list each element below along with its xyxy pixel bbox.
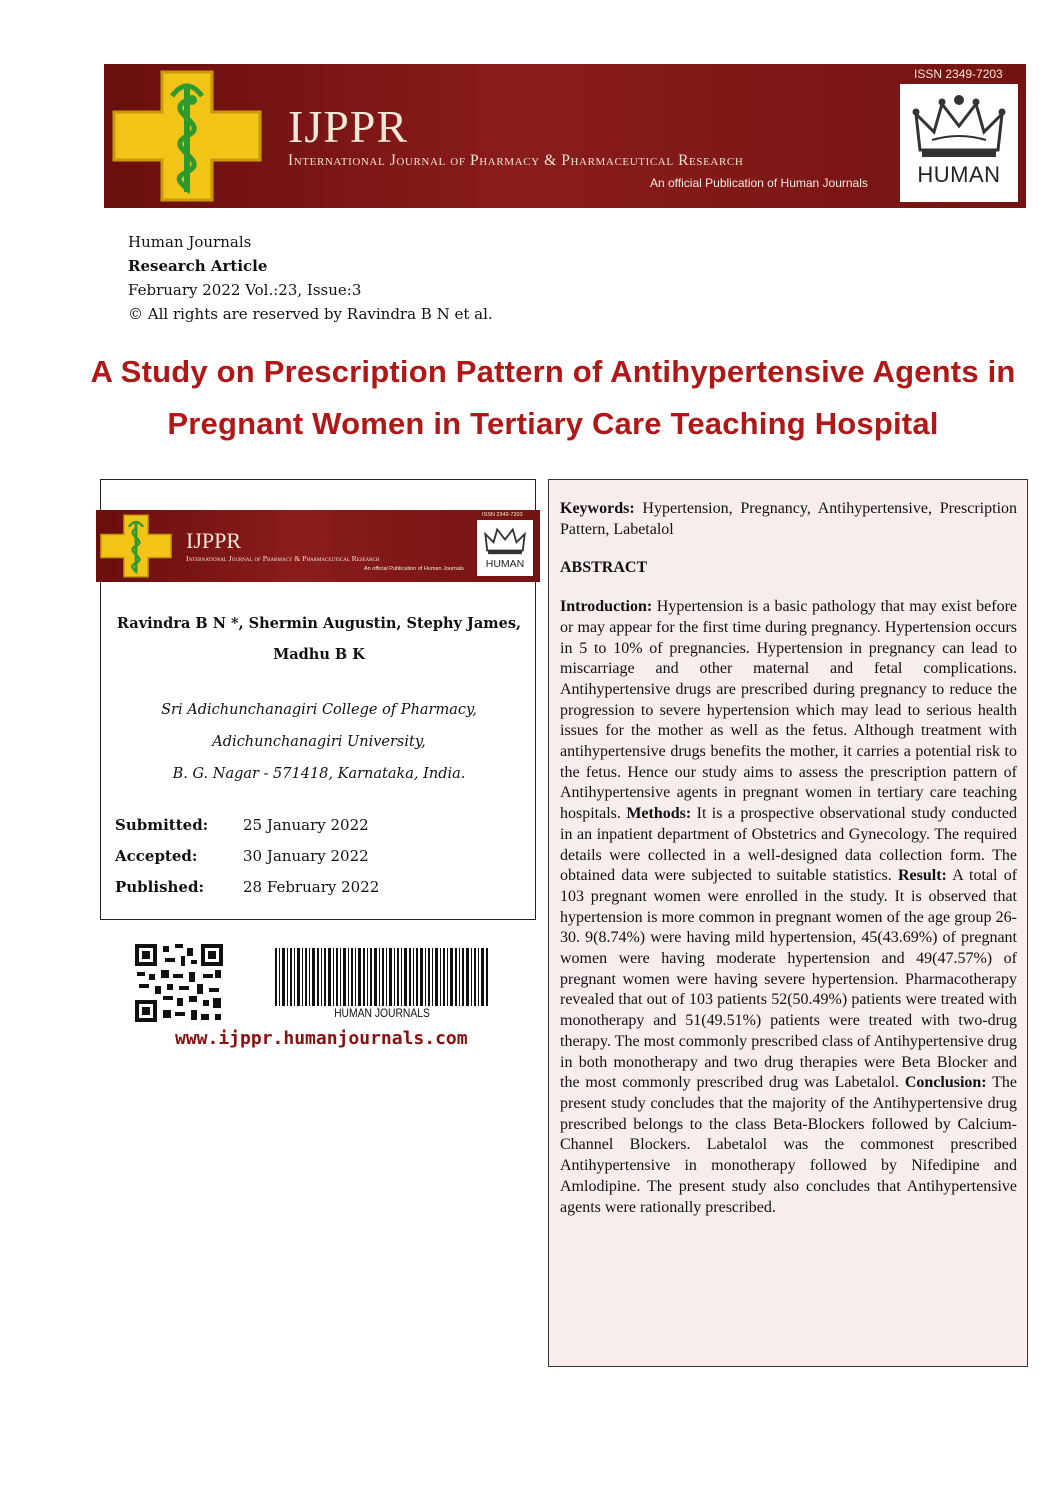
date-value: 25 January 2022 [243,816,369,834]
conclusion-text: The present study concludes that the majority of the Antihypertensive drug prescribed belongs to the class Beta-Blockers followed by Calcium-Channel Blockers. Labetalol was the commonest prescribed Antihypertensive in monotherapy followed by Nifedipine and Amlodipine. The present study also concludes that Antihypertensive agents were rationally prescribed. [560,1074,1017,1216]
author-info-box [100,479,536,920]
publisher-name: Human Journals [128,233,252,251]
affiliation-line: Adichunchanagiri University, [212,734,426,750]
date-row-published [115,872,379,903]
mini-journal-issn: ISSN 2349-7203 [482,512,523,518]
abstract-body [560,597,1017,1218]
abstract-heading: ABSTRACT [560,559,648,577]
keywords-text: Hypertension, Pregnancy, Antihypertensive, Prescription Pattern, Labetalol [560,500,1018,538]
barcode-label: HUMAN JOURNALS [334,1006,430,1020]
keywords-label: Keywords: [560,500,635,517]
mini-journal-banner [96,510,540,582]
qr-code-icon [135,944,223,1022]
journal-banner [104,64,1026,208]
affiliation-line: B. G. Nagar - 571418, Karnataka, India. [172,766,466,782]
journal-tagline: An official Publication of Human Journals [650,176,868,190]
human-publisher-logo [900,84,1018,202]
publication-dates [115,810,379,903]
methods-text: It is a prospective observational study conducted in an inpatient department of Obstetrics and Gynecology. The required details were collected in a well-designed data collection form. The obtained data were subjected to suitable statistics. [560,805,1018,885]
conclusion-label: Conclusion: [904,1074,987,1092]
mini-human-label: HUMAN [485,558,525,570]
mini-journal-name: International Journal of Pharmacy & Pharmaceutical Research [186,554,380,563]
date-row-accepted [115,841,379,872]
crown-icon-small [483,524,527,556]
authors-line-2: Madhu B K [273,646,365,663]
date-label: Submitted: [115,816,209,834]
affiliation [115,694,523,790]
caduceus-cross-logo [112,70,262,202]
author-list [115,608,523,670]
date-row-submitted [115,810,379,841]
methods-label: Methods: [626,805,692,823]
title-line-2: Pregnant Women in Tertiary Care Teaching Hospital [167,406,939,441]
date-label: Accepted: [115,847,198,865]
mini-journal-brand: IJPPR [186,528,242,553]
keywords-paragraph [560,499,1017,540]
introduction-text: Hypertension is a basic pathology that may exist before or may appear for the first time during pregnancy. Hypertension occurs in 5 to 10% of pregnancies. Hypertension in pregnancy can lead to miscarriage and other maternal and fetal complications. Antihypertensive drugs are prescribed during pregnancy to reduce the progression to severe hypertension which may lead to serious health issues for the mother as well as the fetus. Although treatment with antihypertensive drugs benefits the mother, it carries a potential risk to the fetus. Hence our study aims to assess the prescription pattern of Antihypertensive agents in pregnant women in tertiary care teaching hospitals. [560,598,1018,823]
copyright-line: © All rights are reserved by Ravindra B N et al. [128,305,493,323]
article-title [60,346,1046,450]
date-value: 30 January 2022 [243,847,369,865]
mini-journal-tagline: An official Publication of Human Journals [364,566,464,572]
human-logo-label: HUMAN [917,162,1001,187]
introduction-label: Introduction: [560,598,653,616]
caduceus-cross-logo-small [100,513,172,579]
crown-icon [912,92,1006,162]
article-meta [128,230,493,326]
issue-info: February 2022 Vol.:23, Issue:3 [128,281,362,299]
result-text: A total of 103 pregnant women were enrolled in the study. It is observed that hypertension is more common in pregnant women of the age group 26-30. 9(8.74%) were having mild hypertension, 45(43.69%) of pregnant women were having moderate hypertension and 49(47.57%) of pregnant women were having severe hypertension. Pharmacotherapy revealed that out of 103 patients 52(50.49%) patients were treated with monotherapy and 51(49.51%) patients were treated with two-drug therapy. The most commonly prescribed class of Antihypertensive drug in both monotherapy and two drug therapies were Beta Blocker and the most commonly prescribed drug was Labetalol. [560,867,1018,1092]
affiliation-line: Sri Adichunchanagiri College of Pharmacy, [161,702,477,718]
journal-website-link[interactable]: www.ijppr.humanjournals.com [175,1028,468,1049]
journal-issn: ISSN 2349-7203 [914,67,1003,81]
date-label: Published: [115,878,204,896]
mini-human-logo [477,520,533,576]
barcode-icon [273,948,491,1006]
journal-brand: IJPPR [288,101,409,152]
date-value: 28 February 2022 [243,878,380,896]
article-type: Research Article [128,257,268,275]
title-line-1: A Study on Prescription Pattern of Antihypertensive Agents in [90,354,1016,389]
abstract-content [560,499,1017,1218]
abstract-box [548,479,1028,1367]
authors-line-1: Ravindra B N *, Shermin Augustin, Stephy James, [116,615,522,632]
journal-full-name: International Journal of Pharmacy & Pharmaceutical Research [288,152,744,169]
result-label: Result: [897,867,947,885]
